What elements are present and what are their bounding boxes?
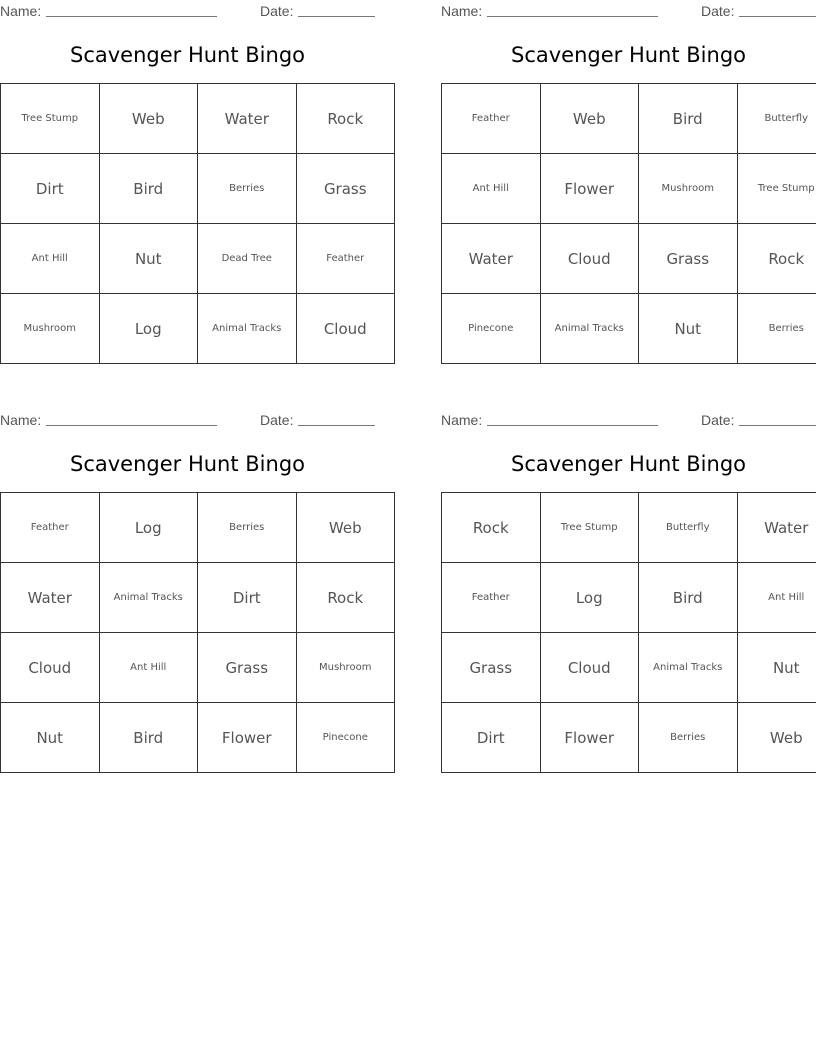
bingo-grid (0, 83, 395, 364)
bingo-grid (441, 83, 816, 364)
bingo-row (442, 703, 816, 773)
bingo-cell[interactable]: Web (296, 493, 395, 563)
bingo-cell[interactable]: Berries (737, 294, 816, 364)
bingo-cell[interactable]: Web (99, 84, 198, 154)
bingo-row (1, 633, 395, 703)
bingo-cell[interactable]: Bird (99, 703, 198, 773)
bingo-cell[interactable]: Butterfly (737, 84, 816, 154)
bingo-row (442, 224, 816, 294)
bingo-row (442, 84, 816, 154)
bingo-cell[interactable]: Pinecone (296, 703, 395, 773)
date-label: Date: (260, 412, 294, 428)
bingo-cell[interactable]: Mushroom (1, 294, 100, 364)
bingo-cell[interactable]: Butterfly (639, 493, 738, 563)
name-date-line (0, 411, 375, 429)
bingo-cell[interactable]: Bird (639, 563, 738, 633)
bingo-card-1 (0, 0, 375, 365)
bingo-cell[interactable]: Grass (198, 633, 297, 703)
bingo-cell[interactable]: Rock (737, 224, 816, 294)
bingo-cell[interactable]: Pinecone (442, 294, 541, 364)
card-title: Scavenger Hunt Bingo (510, 43, 746, 67)
bingo-cell[interactable]: Animal Tracks (639, 633, 738, 703)
bingo-row (1, 703, 395, 773)
name-label: Name: (0, 3, 42, 19)
name-label: Name: (441, 3, 483, 19)
bingo-cell[interactable]: Flower (540, 703, 639, 773)
bingo-cell[interactable]: Rock (296, 563, 395, 633)
bingo-card-3 (0, 409, 375, 774)
bingo-cell[interactable]: Water (1, 563, 100, 633)
date-label: Date: (701, 412, 735, 428)
name-field[interactable] (487, 16, 658, 17)
bingo-cell[interactable]: Water (737, 493, 816, 563)
bingo-cell[interactable]: Ant Hill (1, 224, 100, 294)
bingo-cell[interactable]: Mushroom (639, 154, 738, 224)
name-field[interactable] (46, 16, 217, 17)
bingo-cell[interactable]: Nut (639, 294, 738, 364)
bingo-cell[interactable]: Feather (296, 224, 395, 294)
bingo-cell[interactable]: Berries (198, 493, 297, 563)
bingo-row (1, 294, 395, 364)
bingo-cell[interactable]: Ant Hill (442, 154, 541, 224)
bingo-cell[interactable]: Nut (737, 633, 816, 703)
bingo-cell[interactable]: Cloud (540, 633, 639, 703)
bingo-cell[interactable]: Dead Tree (198, 224, 297, 294)
bingo-row (442, 294, 816, 364)
bingo-cell[interactable]: Nut (99, 224, 198, 294)
bingo-cell[interactable]: Feather (442, 84, 541, 154)
bingo-cell[interactable]: Flower (198, 703, 297, 773)
bingo-cell[interactable]: Nut (1, 703, 100, 773)
name-date-line (0, 2, 375, 20)
bingo-cell[interactable]: Tree Stump (737, 154, 816, 224)
bingo-cell[interactable]: Grass (639, 224, 738, 294)
bingo-cell[interactable]: Cloud (296, 294, 395, 364)
bingo-cell[interactable]: Water (442, 224, 541, 294)
bingo-cell[interactable]: Animal Tracks (99, 563, 198, 633)
bingo-cell[interactable]: Web (540, 84, 639, 154)
name-date-line (441, 2, 816, 20)
bingo-cell[interactable]: Dirt (442, 703, 541, 773)
date-field[interactable] (298, 425, 375, 426)
bingo-cell[interactable]: Grass (296, 154, 395, 224)
date-field[interactable] (739, 16, 816, 17)
bingo-row (442, 493, 816, 563)
name-label: Name: (441, 412, 483, 428)
bingo-cell[interactable]: Grass (442, 633, 541, 703)
bingo-row (1, 493, 395, 563)
bingo-cell[interactable]: Berries (198, 154, 297, 224)
bingo-row (1, 84, 395, 154)
date-label: Date: (701, 3, 735, 19)
bingo-cell[interactable]: Tree Stump (540, 493, 639, 563)
bingo-grid (0, 492, 395, 773)
bingo-cell[interactable]: Log (99, 294, 198, 364)
bingo-cell[interactable]: Rock (442, 493, 541, 563)
bingo-cell[interactable]: Tree Stump (1, 84, 100, 154)
bingo-cell[interactable]: Ant Hill (99, 633, 198, 703)
card-title: Scavenger Hunt Bingo (69, 43, 305, 67)
bingo-cell[interactable]: Web (737, 703, 816, 773)
bingo-cell[interactable]: Dirt (1, 154, 100, 224)
bingo-cell[interactable]: Cloud (1, 633, 100, 703)
bingo-cell[interactable]: Dirt (198, 563, 297, 633)
bingo-cell[interactable]: Feather (1, 493, 100, 563)
name-field[interactable] (46, 425, 217, 426)
bingo-cell[interactable]: Water (198, 84, 297, 154)
bingo-card-4 (441, 409, 816, 774)
name-date-line (441, 411, 816, 429)
card-title: Scavenger Hunt Bingo (69, 452, 305, 476)
bingo-row (1, 224, 395, 294)
bingo-cell[interactable]: Rock (296, 84, 395, 154)
bingo-cell[interactable]: Animal Tracks (540, 294, 639, 364)
bingo-cell[interactable]: Feather (442, 563, 541, 633)
bingo-cell[interactable]: Flower (540, 154, 639, 224)
bingo-row (1, 563, 395, 633)
bingo-cell[interactable]: Mushroom (296, 633, 395, 703)
name-label: Name: (0, 412, 42, 428)
bingo-row (442, 633, 816, 703)
bingo-row (1, 154, 395, 224)
bingo-row (442, 563, 816, 633)
bingo-cell[interactable]: Log (99, 493, 198, 563)
date-field[interactable] (739, 425, 816, 426)
bingo-card-2 (441, 0, 816, 365)
date-field[interactable] (298, 16, 375, 17)
bingo-grid (441, 492, 816, 773)
bingo-cell[interactable]: Animal Tracks (198, 294, 297, 364)
card-title: Scavenger Hunt Bingo (510, 452, 746, 476)
name-field[interactable] (487, 425, 658, 426)
bingo-cell[interactable]: Berries (639, 703, 738, 773)
bingo-cell[interactable]: Cloud (540, 224, 639, 294)
date-label: Date: (260, 3, 294, 19)
bingo-cell[interactable]: Bird (99, 154, 198, 224)
bingo-cell[interactable]: Bird (639, 84, 738, 154)
bingo-cell[interactable]: Log (540, 563, 639, 633)
bingo-cell[interactable]: Ant Hill (737, 563, 816, 633)
bingo-row (442, 154, 816, 224)
